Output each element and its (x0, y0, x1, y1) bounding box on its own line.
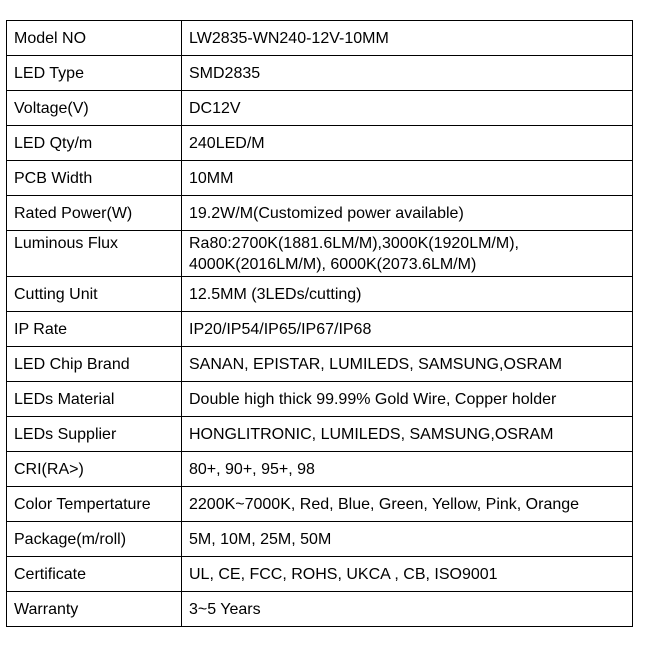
table-row (7, 21, 633, 56)
value-line: Ra80:2700K(1881.6LM/M),3000K(1920LM/M), (189, 235, 519, 252)
row-label: Warranty (7, 592, 182, 627)
table-row (7, 161, 633, 196)
row-value (182, 231, 633, 277)
row-label: Certificate (7, 557, 182, 592)
table-row (7, 277, 633, 312)
row-label: LED Chip Brand (7, 347, 182, 382)
row-label: CRI(RA>) (7, 452, 182, 487)
row-label: Color Tempertature (7, 487, 182, 522)
row-label: LED Qty/m (7, 126, 182, 161)
table-row (7, 487, 633, 522)
table-row (7, 196, 633, 231)
row-value: 3~5 Years (182, 592, 633, 627)
spec-table (6, 20, 633, 627)
row-value: Double high thick 99.99% Gold Wire, Copper holder (182, 382, 633, 417)
row-label: PCB Width (7, 161, 182, 196)
row-label: Package(m/roll) (7, 522, 182, 557)
row-label: LED Type (7, 56, 182, 91)
row-value: UL, CE, FCC, ROHS, UKCA , CB, ISO9001 (182, 557, 633, 592)
row-value: IP20/IP54/IP65/IP67/IP68 (182, 312, 633, 347)
row-value: 80+, 90+, 95+, 98 (182, 452, 633, 487)
table-row (7, 417, 633, 452)
table-row (7, 231, 633, 277)
row-value: 12.5MM (3LEDs/cutting) (182, 277, 633, 312)
row-label: Luminous Flux (7, 231, 182, 277)
row-value: 5M, 10M, 25M, 50M (182, 522, 633, 557)
table-row (7, 557, 633, 592)
row-label: Rated Power(W) (7, 196, 182, 231)
table-row (7, 592, 633, 627)
table-row (7, 522, 633, 557)
row-value: 19.2W/M(Customized power available) (182, 196, 633, 231)
row-label: IP Rate (7, 312, 182, 347)
row-label: LEDs Supplier (7, 417, 182, 452)
row-value: DC12V (182, 91, 633, 126)
row-label: Cutting Unit (7, 277, 182, 312)
row-label: Voltage(V) (7, 91, 182, 126)
table-row (7, 56, 633, 91)
row-value: SMD2835 (182, 56, 633, 91)
value-line: 4000K(2016LM/M), 6000K(2073.6LM/M) (189, 256, 477, 273)
table-row (7, 382, 633, 417)
row-value: LW2835-WN240-12V-10MM (182, 21, 633, 56)
table-row (7, 347, 633, 382)
row-label: Model NO (7, 21, 182, 56)
row-label: LEDs Material (7, 382, 182, 417)
row-value: 2200K~7000K, Red, Blue, Green, Yellow, Pink, Orange (182, 487, 633, 522)
table-row (7, 452, 633, 487)
row-value: SANAN, EPISTAR, LUMILEDS, SAMSUNG,OSRAM (182, 347, 633, 382)
row-value: HONGLITRONIC, LUMILEDS, SAMSUNG,OSRAM (182, 417, 633, 452)
row-value: 240LED/M (182, 126, 633, 161)
row-value: 10MM (182, 161, 633, 196)
table-row (7, 91, 633, 126)
table-row (7, 126, 633, 161)
table-row (7, 312, 633, 347)
